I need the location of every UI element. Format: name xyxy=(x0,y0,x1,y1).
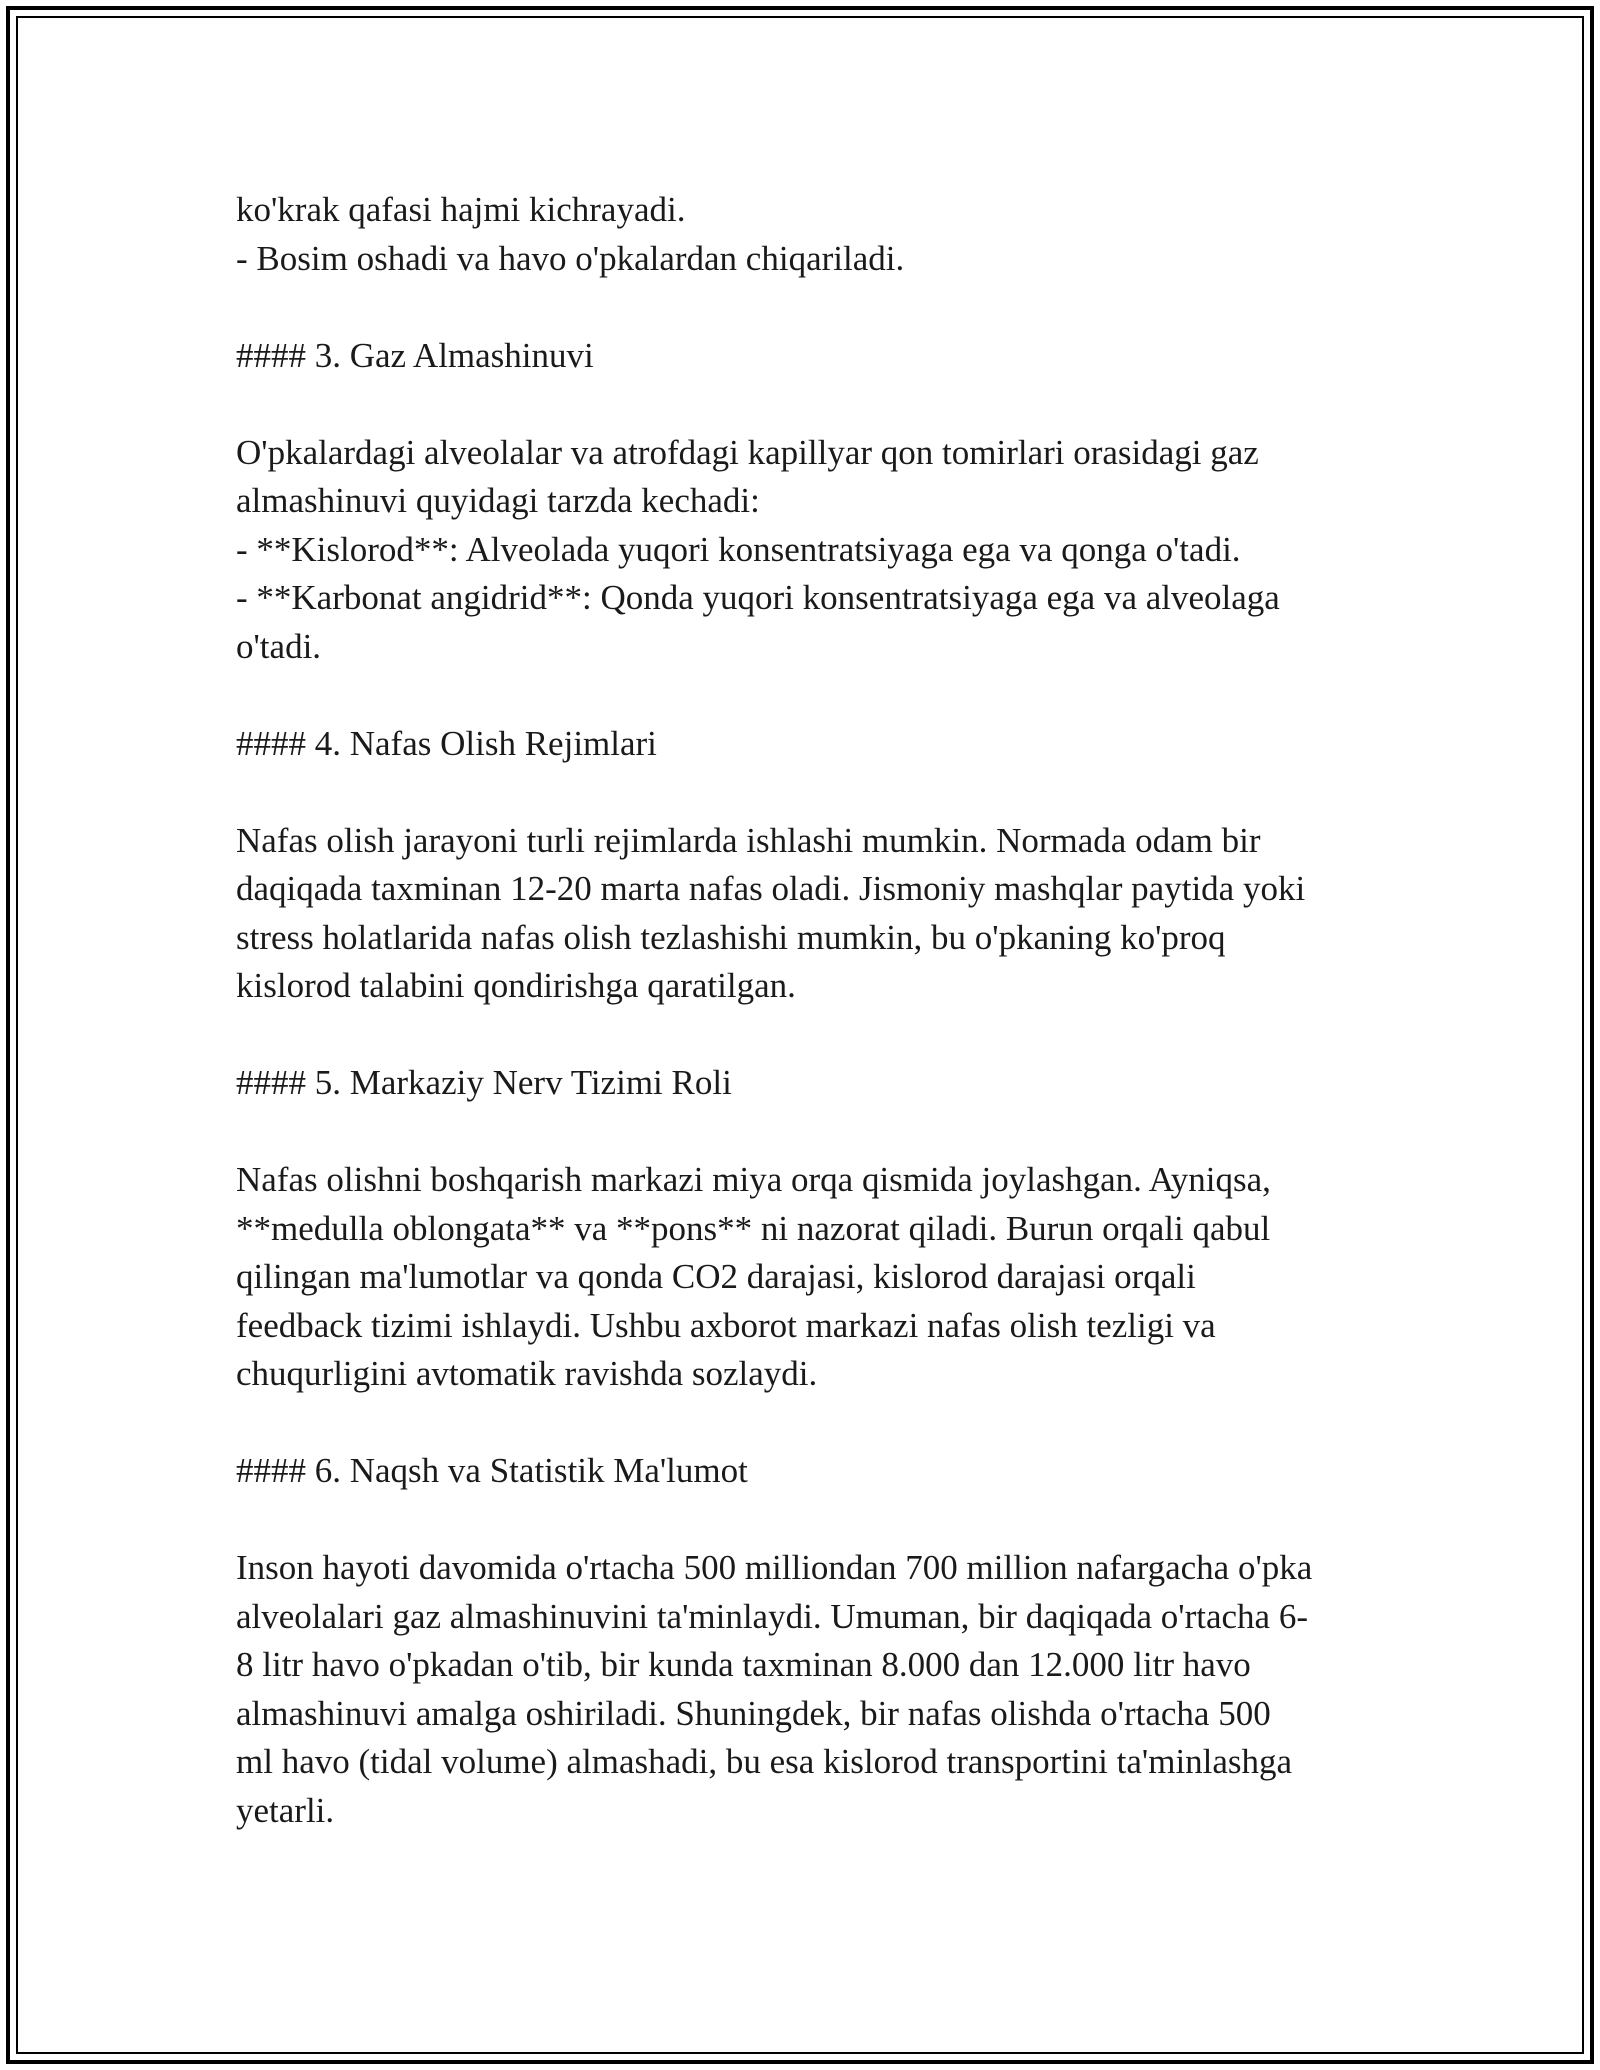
paragraph-gap xyxy=(236,671,1376,720)
text-line: alveolalari gaz almashinuvini ta'minlaydi. Umuman, bir daqiqada o'rtacha 6- xyxy=(236,1596,1308,1636)
text-line: - Bosim oshadi va havo o'pkalardan chiqariladi. xyxy=(236,238,905,278)
heading-statistics xyxy=(236,1447,1376,1496)
text-line: feedback tizimi ishlaydi. Ushbu axborot markazi nafas olish tezligi va xyxy=(236,1305,1216,1345)
section-heading: #### 3. Gaz Almashinuvi xyxy=(236,335,594,375)
paragraph-gap xyxy=(236,380,1376,429)
paragraph-gap xyxy=(236,1496,1376,1545)
text-line: kislorod talabini qondirishga qaratilgan. xyxy=(236,966,796,1005)
text-line: ml havo (tidal volume) almashadi, bu esa kislorod transportini ta'minlashga xyxy=(236,1742,1293,1781)
paragraph-gap xyxy=(236,768,1376,817)
paragraph-gap xyxy=(236,1108,1376,1157)
paragraph-breathing-modes xyxy=(236,817,1376,1011)
text-line: stress holatlarida nafas olish tezlashishi mumkin, bu o'pkaning ko'proq xyxy=(236,917,1226,957)
text-line: chuqurligini avtomatik ravishda sozlaydi. xyxy=(236,1354,818,1393)
paragraph-central-nervous-system xyxy=(236,1156,1376,1399)
paragraph-gap xyxy=(236,283,1376,332)
text-line: almashinuvi amalga oshiriladi. Shuningdek, bir nafas olishda o'rtacha 500 xyxy=(236,1693,1271,1733)
text-line: 8 litr havo o'pkadan o'tib, bir kunda taxminan 8.000 dan 12.000 litr havo xyxy=(236,1645,1251,1684)
heading-breathing-modes xyxy=(236,720,1376,769)
text-line: yetarli. xyxy=(236,1790,335,1830)
paragraph-breathing-out xyxy=(236,186,1376,283)
text-line: o'tadi. xyxy=(236,626,322,666)
text-line: O'pkalardagi alveolalar va atrofdagi kapillyar qon tomirlari orasidagi gaz xyxy=(236,432,1259,472)
section-heading: #### 6. Naqsh va Statistik Ma'lumot xyxy=(236,1451,748,1490)
paragraph-gap xyxy=(236,1011,1376,1060)
text-line: ko'krak qafasi hajmi kichrayadi. xyxy=(236,190,686,229)
section-heading: #### 5. Markaziy Nerv Tizimi Roli xyxy=(236,1063,732,1102)
paragraph-gap xyxy=(236,1399,1376,1448)
text-line: qilingan ma'lumotlar va qonda CO2 darajasi, kislorod darajasi orqali xyxy=(236,1257,1196,1296)
text-line: **medulla oblongata** va **pons** ni nazorat qiladi. Burun orqali qabul xyxy=(236,1208,1271,1248)
list-item-oxygen: - **Kislorod**: Alveolada yuqori konsentratsiyaga ega va qonga o'tadi. xyxy=(236,529,1241,569)
text-line: daqiqada taxminan 12-20 marta nafas oladi. Jismoniy mashqlar paytida yoki xyxy=(236,869,1306,908)
list-item-carbon-dioxide: - **Karbonat angidrid**: Qonda yuqori konsentratsiyaga ega va alveolaga xyxy=(236,578,1280,617)
document-body xyxy=(236,186,1376,1835)
text-line: Nafas olish jarayoni turli rejimlarda ishlashi mumkin. Normada odam bir xyxy=(236,820,1261,860)
paragraph-statistics xyxy=(236,1544,1376,1835)
paragraph-gas-exchange xyxy=(236,429,1376,672)
section-heading: #### 4. Nafas Olish Rejimlari xyxy=(236,723,657,763)
text-line: almashinuvi quyidagi tarzda kechadi: xyxy=(236,481,760,520)
heading-central-nervous-system xyxy=(236,1059,1376,1108)
text-line: Nafas olishni boshqarish markazi miya orqa qismida joylashgan. Ayniqsa, xyxy=(236,1160,1271,1199)
text-line: Inson hayoti davomida o'rtacha 500 milliondan 700 million nafargacha o'pka xyxy=(236,1548,1313,1587)
heading-gas-exchange xyxy=(236,332,1376,381)
